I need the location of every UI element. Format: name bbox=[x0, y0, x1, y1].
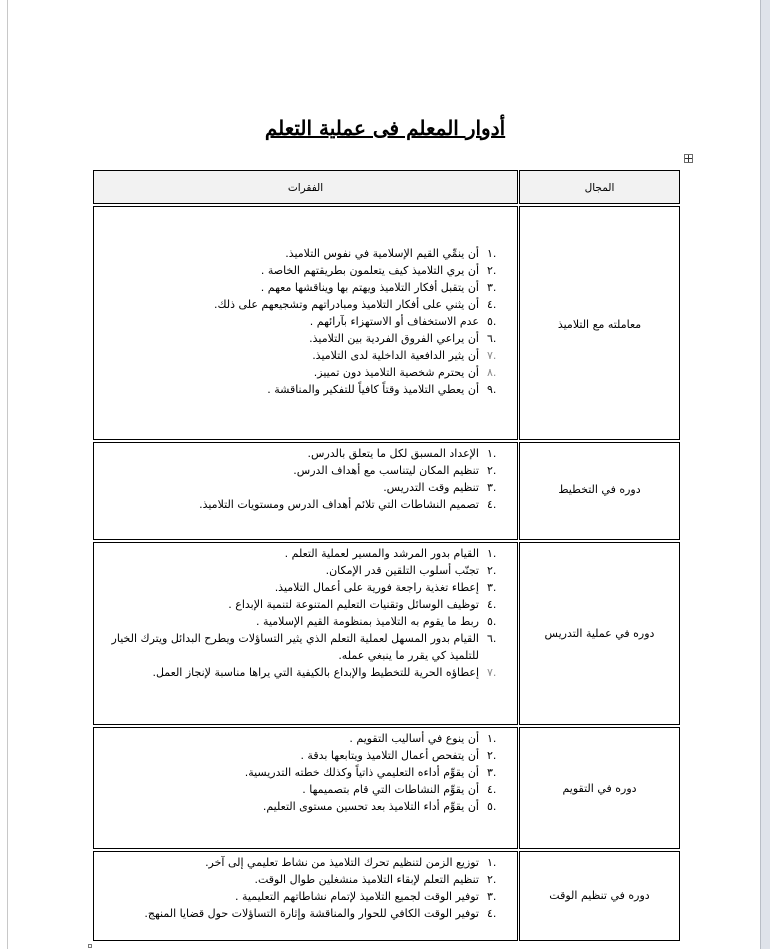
list-item: ١. توزيع الزمن لتنظيم تحرك التلاميذ من نشاط تعليمي إلى آخر. bbox=[205, 856, 497, 869]
list-item: ٤. أن يقوِّم النشاطات التي قام بتصميمها . bbox=[302, 783, 497, 796]
list-item: ٣. إعطاء تغذية راجعة فورية على أعمال التلاميذ. bbox=[274, 581, 497, 594]
list-item: ٣. تنظيم وقت التدريس. bbox=[383, 481, 497, 494]
list-item: ٣. أن يقوِّم أداءه التعليمي ذاتياً وكذلك خطته التدريسية. bbox=[244, 766, 497, 779]
header-domain-cell bbox=[519, 170, 680, 204]
row-5-domain-cell bbox=[519, 851, 680, 941]
list-item: ١. أن ينوع في أساليب التقويم . bbox=[349, 732, 497, 745]
list-item: ٥. أن يقوِّم أداء التلاميذ بعد تحسين مستوى التعليم. bbox=[262, 800, 497, 813]
row-3-domain-label: دوره في عملية التدريس bbox=[544, 627, 655, 640]
list-item: ٧. أن يثير الدافعية الداخلية لدى التلاميذ. bbox=[312, 349, 497, 362]
row-4-items-list bbox=[98, 730, 517, 815]
list-item: ٥. عدم الاستخفاف أو الاستهزاء بآرائهم . bbox=[309, 315, 497, 328]
row-1-items-list bbox=[98, 245, 517, 398]
page-left-edge bbox=[7, 0, 8, 949]
row-5-items-cell bbox=[93, 851, 518, 941]
vertical-scrollbar[interactable] bbox=[760, 0, 770, 949]
row-3-items-cell bbox=[93, 542, 518, 725]
row-5-items-list bbox=[98, 854, 517, 922]
document-title: أدوار المعلم فى عملية التعلم bbox=[264, 116, 506, 140]
row-4-domain-cell bbox=[519, 727, 680, 849]
list-item: ٢. تنظيم المكان ليتناسب مع أهداف الدرس. bbox=[293, 464, 497, 477]
row-2-items-list bbox=[98, 445, 517, 513]
list-item: ٧. إعطاؤه الحرية للتخطيط والإبداع بالكيفية التي يراها مناسبة لإنجاز العمل. bbox=[152, 666, 497, 679]
list-item: ٨. أن يحترم شخصية التلاميذ دون تمييز. bbox=[313, 366, 497, 379]
row-1-items-cell bbox=[93, 206, 518, 440]
list-item: ٤. توفير الوقت الكافي للحوار والمناقشة وإثارة التساؤلات حول قضايا المنهج. bbox=[144, 907, 497, 920]
row-5-domain-label: دوره في تنظيم الوقت bbox=[549, 889, 650, 902]
row-2-items-cell bbox=[93, 442, 518, 540]
list-item: ١. أن ينمِّي القيم الإسلامية في نفوس التلاميذ. bbox=[285, 247, 497, 260]
row-3-domain-cell bbox=[519, 542, 680, 725]
table-move-handle-icon[interactable] bbox=[684, 154, 693, 163]
list-item: ٩. أن يعطي التلاميذ وقتاً كافياً للتفكير والمناقشة . bbox=[267, 383, 497, 396]
list-item: ٥. ربط ما يقوم به التلاميذ بمنظومة القيم الإسلامية . bbox=[256, 615, 497, 628]
list-item: ٤. توظيف الوسائل وتقنيات التعليم المتنوعة لتنمية الإبداع . bbox=[228, 598, 497, 611]
header-domain-label: المجال bbox=[584, 182, 615, 194]
row-3-items-list bbox=[98, 545, 517, 681]
list-item: ٤. أن يثني على أفكار التلاميذ ومبادراتهم وتشجيعهم على ذلك. bbox=[214, 298, 497, 311]
row-2-domain-label: دوره في التخطيط bbox=[558, 483, 641, 496]
header-items-label: الفقرات bbox=[287, 182, 324, 194]
list-item: ٢. أن يري التلاميذ كيف يتعلمون بطريقتهم الخاصة . bbox=[260, 264, 497, 277]
list-item: ٢. أن يتفحص أعمال التلاميذ ويتابعها بدقة . bbox=[300, 749, 497, 762]
list-item: ٦. أن يراعي الفروق الفردية بين التلاميذ. bbox=[309, 332, 497, 345]
list-item: ٢. تنظيم التعلم لإبقاء التلاميذ منشغلين طوال الوقت. bbox=[254, 873, 497, 886]
list-item: ٣. أن يتقبل أفكار التلاميذ ويهتم بها ويناقشها معهم . bbox=[260, 281, 497, 294]
list-item: ٦. القيام بدور المسهل لعملية التعلم الذي يثير التساؤلات ويطرح البدائل ويترك الخيار للتلميذ كي يقرر ما ينبغي عمله. bbox=[111, 632, 497, 662]
list-item: ٤. تصميم النشاطات التي تلائم أهداف الدرس ومستويات التلاميذ. bbox=[199, 498, 497, 511]
list-item: ١. القيام بدور المرشد والمسير لعملية التعلم . bbox=[284, 547, 497, 560]
row-1-domain-label: معاملته مع التلاميذ bbox=[557, 318, 642, 331]
list-item: ٣. توفير الوقت لجميع التلاميذ لإتمام نشاطاتهم التعليمية . bbox=[235, 890, 497, 903]
row-1-domain-cell bbox=[519, 206, 680, 440]
header-items-cell bbox=[93, 170, 518, 204]
list-item: ٢. تجنّب أسلوب التلقين قدر الإمكان. bbox=[325, 564, 497, 577]
list-item: ١. الإعداد المسبق لكل ما يتعلق بالدرس. bbox=[307, 447, 497, 460]
row-4-items-cell bbox=[93, 727, 518, 849]
row-4-domain-label: دوره في التقويم bbox=[562, 782, 637, 795]
table-resize-handle-icon[interactable] bbox=[88, 944, 92, 948]
row-2-domain-cell bbox=[519, 442, 680, 540]
